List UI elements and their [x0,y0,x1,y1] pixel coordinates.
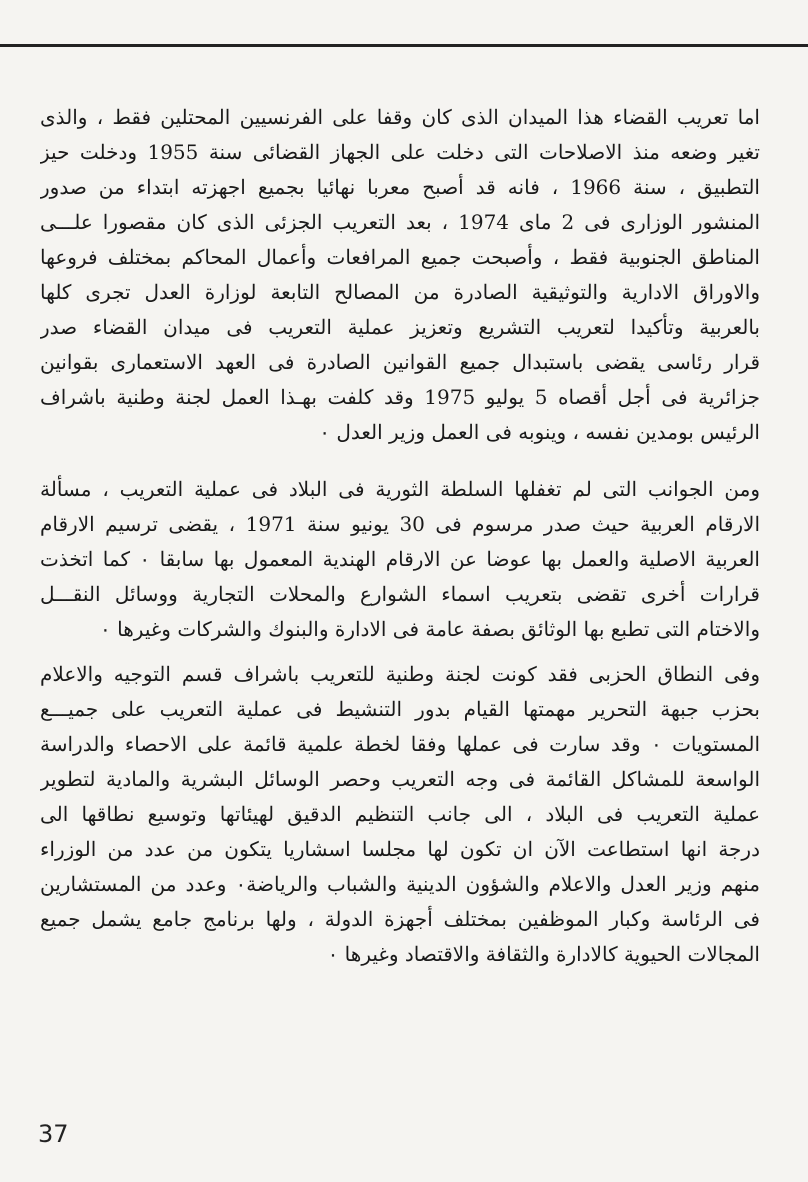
paragraph-spacer [40,647,760,657]
text-line: عملية التعريب فى البلاد ، الى جانب التنظيم الدقيق لهيئاتها وتوسيع نطاقها الى [40,802,760,826]
text-line: بالعربية وتأكيدا لتعريب التشريع وتعزيز عملية التعريب فى ميدان القضاء صدر [40,315,760,339]
text-line: تغير وضعه منذ الاصلاحات التى دخلت على الجهاز القضائى سنة 1955 ودخلت حيز [40,140,760,164]
text-line: المناطق الجنوبية فقط ، وأصبحت جميع المرافعات وأعمال المحاكم بمختلف فروعها [40,245,760,269]
text-line: وفى النطاق الحزبى فقد كونت لجنة وطنية للتعريب باشراف قسم التوجيه والاعلام [40,662,760,686]
paragraph-2 [40,472,760,647]
paragraph-1 [40,100,760,450]
text-line: المجالات الحيوية كالادارة والثقافة والاقتصاد وغيرها ٠ [327,942,760,966]
paragraph-3 [40,657,760,972]
text-line: المستويات ٠ وقد سارت فى عملها وفقا لخطة علمية قائمة على الاحصاء والدراسة [40,732,760,756]
text-line: درجة انها استطاعت الآن ان تكون لها مجلسا اسشاريا يتكون من عدد من الوزراء [40,837,760,861]
text-line: فى الرئاسة وكبار الموظفين بمختلف أجهزة الدولة ، ولها برنامج جامع يشمل جميع [40,907,760,931]
text-line: العربية الاصلية والعمل بها عوضا عن الارقام الهندية المعمول بها سابقا ٠ كما اتخذت [40,547,760,571]
text-line: اما تعريب القضاء هذا الميدان الذى كان وقفا على الفرنسيين المحتلين فقط ، والذى [40,105,760,129]
text-line: والاختام التى تطبع بها الوثائق بصفة عامة فى الادارة والبنوك والشركات وغيرها ٠ [100,617,760,641]
text-line: ومن الجوانب التى لم تغفلها السلطة الثورية فى البلاد فى عملية التعريب ، مسألة [40,477,760,501]
paragraph-spacer [40,450,760,472]
text-line: المنشور الوزارى فى 2 ماى 1974 ، بعد التعريب الجزئى الذى كان مقصورا علـــى [40,210,760,234]
top-rule [0,44,808,47]
body-text [40,100,760,972]
page-number: 37 [38,1120,69,1148]
text-line: قرارات أخرى تقضى بتعريب اسماء الشوارع والمحلات التجارية ووسائل النقـــل [40,582,760,606]
text-line: التطبيق ، سنة 1966 ، فانه قد أصبح معربا نهائيا بجميع اجهزته ابتداء من صدور [40,175,760,199]
text-line: قرار رئاسى يقضى باستبدال جميع القوانين الصادرة فى العهد الاستعمارى بقوانين [40,350,760,374]
text-line: الارقام العربية حيث صدر مرسوم فى 30 يونيو سنة 1971 ، يقضى ترسيم الارقام [40,512,760,536]
text-line: بحزب جبهة التحرير مهمتها القيام بدور التنشيط فى عملية التعريب على جميـــع [40,697,760,721]
text-line: والاوراق الادارية والتوثيقية الصادرة من المصالح التابعة لوزارة العدل تجرى كلها [40,280,760,304]
text-line: منهم وزير العدل والاعلام والشؤون الدينية والشباب والرياضة٠ وعدد من المستشارين [40,872,760,896]
text-line: الواسعة للمشاكل القائمة فى وجه التعريب وحصر الوسائل البشرية والمادية لتطوير [40,767,760,791]
text-line: الرئيس بومدين نفسه ، وينوبه فى العمل وزير العدل ٠ [319,420,760,444]
text-line: جزائرية فى أجل أقصاه 5 يوليو 1975 وقد كلفت بهـذا العمل لجنة وطنية باشراف [40,385,760,409]
